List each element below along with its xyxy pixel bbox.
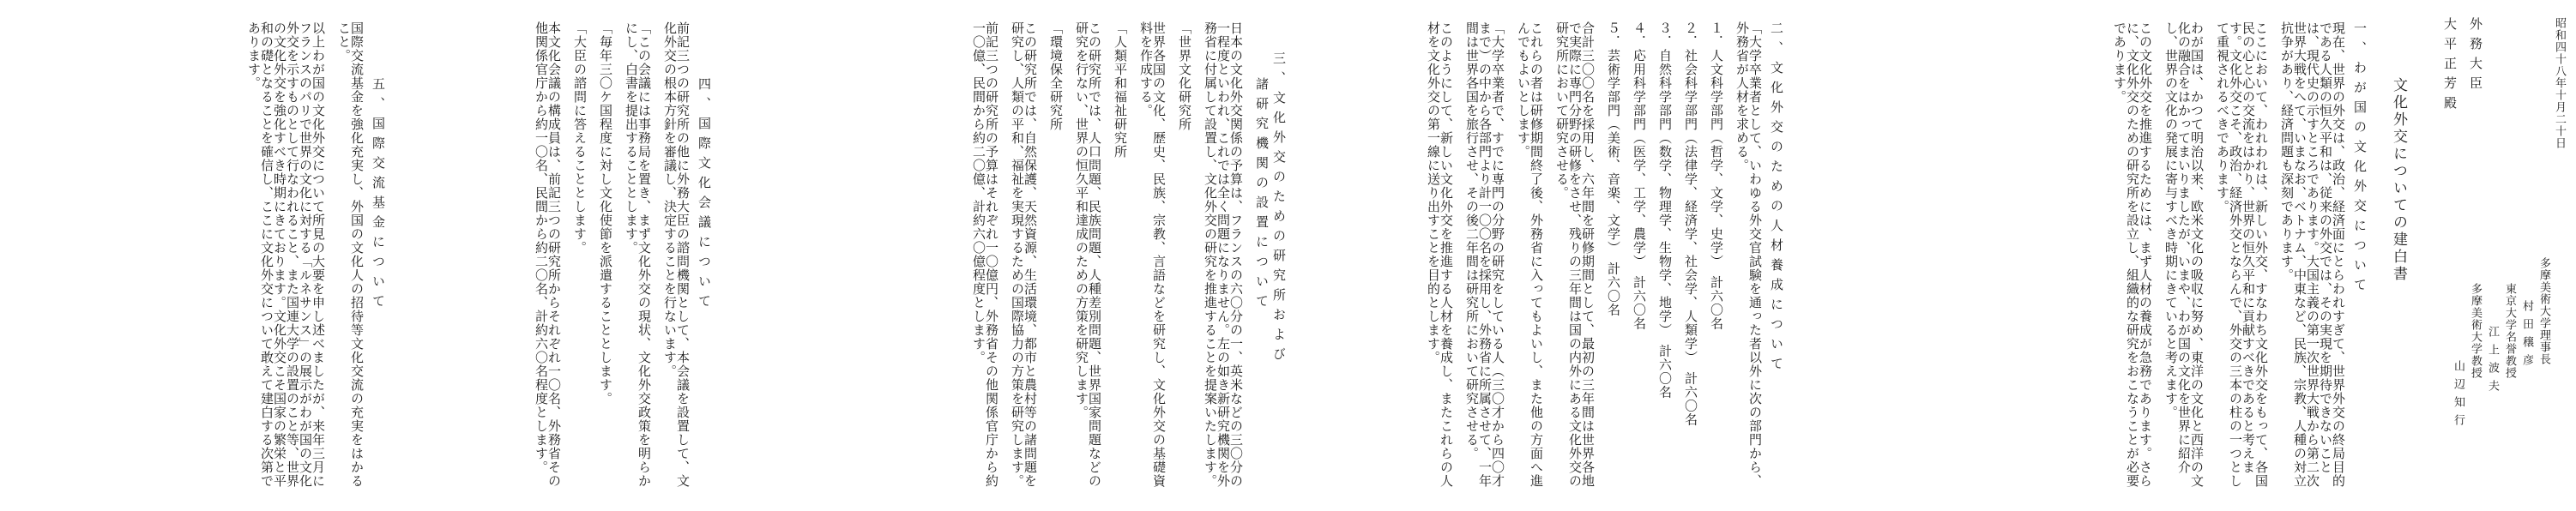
section-1-heading: 一、わが国の文化外交について — [2352, 21, 2368, 298]
signer-2-org: 東京大学名誉教授 — [2503, 283, 2516, 379]
section-2-paragraph: 「大学卒業者で、すでに専門の分野の研究をしている人（三〇才から四〇才まで）の中から各部門より計一〇〇名を採用し、外務省に所属させて、一年間は世界各国を旅行させ、その後二年間は研究所において研究させる。 — [1464, 21, 1505, 488]
section-5-paragraph: 国際交流基金を強化充実し、外国の文化人の招待等文化交流の充実をはかること。 — [336, 21, 365, 488]
recipient-name: 大平正芳殿 — [2442, 17, 2458, 116]
section-5-paragraph: 以上わが国の文化外交について所見の大要を申し述べましたが、来年三月にフランスのパリで世界の文化に対する「ルネサンス」の展示がわが国の文化外交を示すものとして行なわれること、また国連大学の設置のこと等、世界の文化外交を強化すべき時期にきております。文化外交こそ国家の繁栄と平和の礎となることを確信し、ここに文化外交について敢えて建白する次第であります。 — [246, 21, 326, 488]
section-3-heading: 三、文化外交のための研究所および — [1271, 51, 1287, 367]
section-2-list-item: ５．芸術学部門（美術、音楽、文学） 計六〇名 — [1606, 21, 1621, 317]
section-4-paragraph: 「毎年三〇ケ国程度に対し文化使節を派遣することとします。 — [598, 21, 613, 406]
section-2-heading: 二、文化外交のための人材養成について — [1769, 21, 1784, 376]
section-1-body — [1795, 21, 2344, 497]
section-1-paragraph: わが国は、かつて明治以来、欧米文化の吸収に努め、東洋の文化と西洋の文化の融合をはかってまいりましたが、いまや、わが国の文化を世界に紹介し、世界の文化の発展に寄与すべき時期にきていると考えます。 — [2163, 21, 2205, 488]
signer-1-org: 多摩美術大学理事長 — [2537, 257, 2550, 365]
section-2-body — [1298, 21, 1761, 497]
section-3-paragraph: 日本の文化外交関係の予算は、フランスの六〇分の一、英米などの三〇分の一程度といわれ、これでは全く問題になりません。左の如き新研究機関を外務省に付属して設置し、文化外交の研究を推進することを提案いたします。 — [1203, 21, 1244, 488]
section-2-paragraph: 「大学卒業者として、いわゆる外交官試験を通った者以外に次の部門から、外務省が人材を求める。 — [1734, 21, 1763, 488]
signer-1-name: 村田穣彦 — [2520, 300, 2533, 372]
document-date: 昭和四十八年十月二十日 — [2553, 17, 2566, 149]
section-1-paragraph: ここにおいて、われわれは、新しい外交、すなわち文化外交をもって、各国民の心と心の交流をはかり、世界の恒久平和に貢献すべきであると考えます。文化外交こそ、政治、経済外交とならんで、外交の三本の柱の一つとして重視されるべきであります。 — [2215, 21, 2269, 488]
signer-3-org: 多摩美術大学教授 — [2469, 283, 2482, 379]
section-1-paragraph: この文化外交を推進するためには、まず人材の養成が急務であります。さらに、文化外交のための研究所を設立し、組織的な研究をおこなうことが必要であります。 — [2112, 21, 2153, 488]
section-2-list-item: １．人文科学部門（哲学、文学、史学） 計六〇名 — [1709, 21, 1724, 331]
section-3-paragraph: この研究所では、人口問題、民族問題、人種差別問題、世界国家問題などの研究を行ない、世界の恒久平和達成のための方策を研究します。 — [1074, 21, 1102, 488]
section-3-paragraph: 「環境保全研究所 — [1048, 21, 1064, 131]
section-1-paragraph: 現在、世界の外交は、政治、経済面にとらわれすぎて、世界外交の終局目的である人類の恒久平和は、従来の外交では、その実現を期待できないことは、現代史の示すところであります。大国主義の第一次世界大戦から第二次世界大戦をへて、いまなお、ベトナム、中東など、民族、宗教、人種の対立抗争があり、経済問題も深刻であります。 — [2279, 21, 2346, 488]
recipient-title: 外務大臣 — [2468, 17, 2483, 96]
section-4-paragraph: 「この会議には事務局を置き、まず文化外交の現状、文化外交政策を明らかにし、白書を提出することとします。 — [624, 21, 652, 488]
section-2-list-item: ４．応用科学部門（医学、工学、農学） 計六〇名 — [1632, 21, 1647, 331]
document-title: 文化外交についての建白書 — [2390, 77, 2407, 283]
section-4-paragraph: 「大臣の諮問に答えることとします。 — [572, 21, 588, 255]
section-4-paragraph: 本文化会議の構成員は、前記三つの研究所からそれぞれ一〇名、外務省その他関係官庁から約一〇名、民間から約二〇名、計約六〇名程度とします。 — [534, 21, 562, 488]
section-3-paragraph: この研究所では、自然保護、天然資源、生活環境、都市と農村等の諸問題を研究し、人類の平和、福祉を実現するための国際協力の方策を研究します。 — [1010, 21, 1038, 488]
section-5-body — [11, 21, 363, 497]
section-5-heading: 五、国際交流基金について — [371, 77, 386, 314]
section-4-body — [406, 21, 689, 497]
section-2-list-item: ２．社会科学部門（法律学、経済学、社会学、人類学） 計六〇名 — [1683, 21, 1698, 427]
section-3-paragraph: 「世界文化研究所 — [1177, 21, 1192, 131]
section-3-body — [736, 21, 1242, 497]
section-3-paragraph: 世界各国の文化、歴史、民族、宗教、言語などを研究し、文化外交の基礎資料を作成する。 — [1138, 21, 1167, 488]
signer-3-name: 山辺知行 — [2452, 360, 2464, 432]
section-2-paragraph: このようにして、新しい文化外交を推進する人材を養成し、またこれらの人材を文化外交の第一線に送り出すことを目的とします。 — [1426, 21, 1454, 488]
section-2-paragraph: 合計三〇〇名を採用し、六年間を研修期間として、最初の三年間は世界各地で実際に専門分野の研修をさせ、残りの三年間は国の内外にある文化外交の研究所において研究させる。 — [1554, 21, 1596, 488]
section-3-paragraph: 前記三つの研究所の予算はそれぞれ一〇億円、外務省その他関係官庁から約一〇億、民間から約二〇億、計約六〇億程度とします。 — [971, 21, 999, 488]
section-3-subheading: 諸研究機関の設置について — [1254, 77, 1270, 314]
section-3-paragraph: 「人類平和福祉研究所 — [1113, 21, 1128, 159]
section-2-paragraph: これらの者は研修期間終了後、外務省に入ってもよいし、また他の方面へ進んでもよいとします。 — [1516, 21, 1544, 488]
section-4-paragraph: 前記三つの研究所の他に外務大臣の諮問機関として、本会議を設置して、文化外交の根本方針を審議し、決定することを行ないます。 — [662, 21, 691, 488]
signer-2-name: 江上波夫 — [2486, 326, 2499, 398]
section-4-heading: 四、国際文化会議について — [697, 77, 712, 314]
section-2-list-item: ３．自然科学部門（数学、物理学、生物学、地学） 計六〇名 — [1657, 21, 1673, 400]
